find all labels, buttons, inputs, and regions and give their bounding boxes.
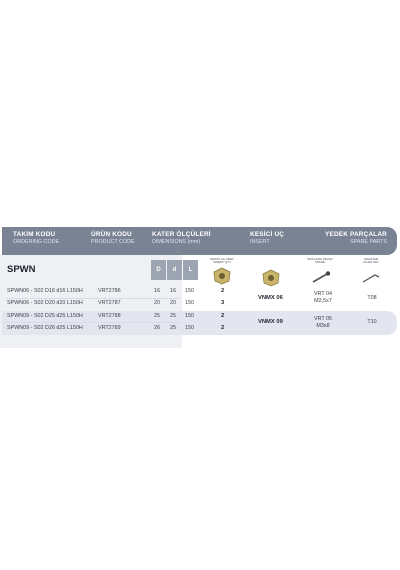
screw-code: VRT 05 <box>313 316 333 322</box>
header-dimensions: KATER ÖLÇÜLERİ DIMENSIONS (mm) <box>152 231 211 246</box>
screw-caption: BAĞLAMA VİDASI SPARE <box>307 257 333 265</box>
dim-header-d: d <box>167 260 182 280</box>
row-separator <box>5 322 180 323</box>
screw-icon <box>310 271 332 285</box>
dim-header-L: L <box>183 260 198 280</box>
header-product-code: ÜRÜN KODU PRODUCT CODE <box>91 231 135 246</box>
product-family-title: SPWN <box>7 264 36 275</box>
screw-code: VRT 04 <box>313 291 333 297</box>
insert-qty-caption: KESİCİ UÇ ADET INSERT QTY <box>210 257 234 265</box>
screw-size: M3x8 <box>316 323 330 329</box>
insert-icon <box>261 269 281 287</box>
insert-qty-icon <box>212 267 232 285</box>
header-ordering-code: TAKIM KODU ORDERING CODE <box>13 231 60 246</box>
allen-key-code: T08 <box>367 295 377 301</box>
table-header-bar <box>2 227 397 255</box>
header-spare-parts: YEDEK PARÇALAR SPARE PARTS <box>325 231 387 246</box>
insert-code: VNMX 09 <box>258 319 283 325</box>
allen-key-icon <box>360 271 382 285</box>
dim-header-D: D <box>151 260 166 280</box>
row-separator <box>5 298 180 299</box>
header-insert: KESİCİ UÇ INSERT <box>250 231 285 246</box>
allen-key-code: T10 <box>367 319 377 325</box>
insert-code: VNMX 06 <box>258 295 283 301</box>
screw-size: M2,5x7 <box>314 298 332 304</box>
allen-key-caption: ANAHTAR ALLEN KEY <box>362 257 380 265</box>
